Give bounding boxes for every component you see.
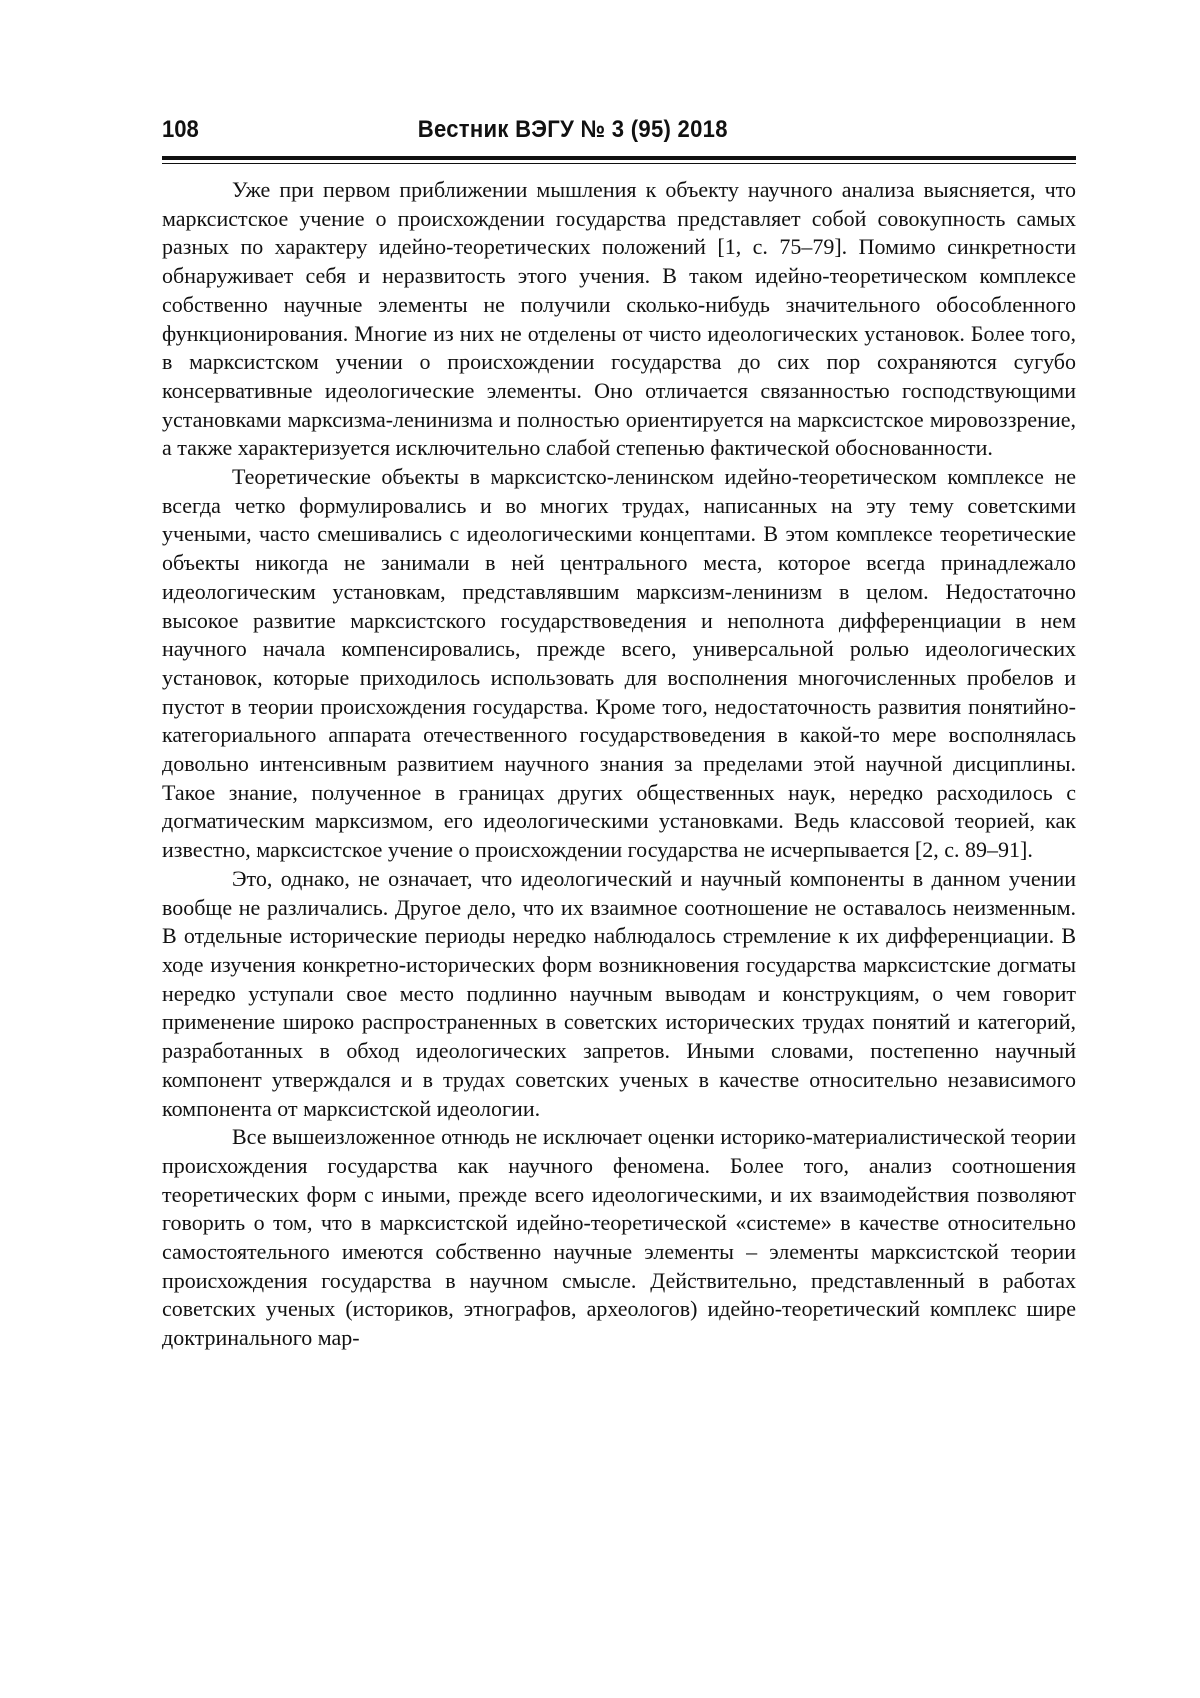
header-rule-thin xyxy=(162,163,1076,164)
page-number: 108 xyxy=(162,116,199,143)
paragraph-3: Это, однако, не означает, что идеологический и научный компоненты в данном учении вообще не различались. Другое дело, что их взаимное соотношение не оставалось неизменным. В отдельные исторические периоды нередко наблюдалось стремление к их дифференциации. В ходе изучения конкретно-исторических форм возникновения государства марксистские догматы нередко уступали свое место подлинно научным выводам и конструкциям, о чем говорит применение широко распространенных в советских исторических трудах понятий и категорий, разработанных в обход идеологических запретов. Иными словами, постепенно научный компонент утверждался и в трудах советских ученых в качестве относительно независимого компонента от марксистской идеологии. xyxy=(162,865,1076,1121)
paragraph-4: Все вышеизложенное отнюдь не исключает оценки историко-материалистической теории происхождения государства как научного феномена. Более того, анализ соотношения теоретических форм с иными, прежде всего идеологическими, и их взаимодействия позволяют говорить о том, что в марксистской идейно-теоретической «системе» в качестве относительно самостоятельного имеются собственно научные элементы – элементы марксистской теории происхождения государства в научном смысле. Действительно, представленный в работах советских ученых (историков, этнографов, археологов) идейно-теоретический комплекс шире доктринального мар- xyxy=(162,1124,1076,1351)
journal-page xyxy=(162,112,1076,1353)
paragraph-2: Теоретические объекты в марксистско-ленинском идейно-теоретическом комплексе не всегда четко формулировались и во многих трудах, написанных на эту тему советскими учеными, часто смешивались с идеологическими концептами. В этом комплексе теоретические объекты никогда не занимали в ней центрального места, которое всегда принадлежало идеологическим установкам, представлявшим марксизм-ленинизм в целом. Недостаточно высокое развитие марксистского государствоведения и неполнота дифференциации в нем научного начала компенсировались, прежде всего, универсальной ролью идеологических установок, которые приходилось использовать для восполнения многочисленных пробелов и пустот в теории происхождения государства. Кроме того, недостаточность развития понятийно-категориального аппарата отечественного государствоведения в какой-то мере восполнялась довольно интенсивным развитием научного знания за пределами этой научной дисциплины. Такое знание, полученное в границах других общественных наук, нередко расходилось с догматическим марксизмом, его идеологическими установками. Ведь классовой теорией, как известно, марксистское учение о происхождении государства не исчерпывается [2, с. 89–91]. xyxy=(162,464,1076,863)
journal-title: Вестник ВЭГУ № 3 (95) 2018 xyxy=(417,116,728,143)
paragraph-1: Уже при первом приближении мышления к объекту научного анализа выясняется, что марксистское учение о происхождении государства представляет собой совокупность самых разных по характеру идейно-теоретических положений [1, с. 75–79]. Помимо синкретности обнаруживает себя и неразвитость этого учения. В таком идейно-теоретическом комплексе собственно научные элементы не получили сколько-нибудь значительного обособленного функционирования. Многие из них не отделены от чисто идеологических установок. Более того, в марксистском учении о происхождении государства до сих пор сохраняются сугубо консервативные идеологические элементы. Оно отличается связанностью господствующими установками марксизма-ленинизма и полностью ориентируется на марксистское мировоззрение, а также характеризуется исключительно слабой степенью фактической обоснованности. xyxy=(162,177,1076,461)
header-rule-thick xyxy=(162,156,1076,160)
article-body xyxy=(162,176,1076,1353)
running-header xyxy=(162,112,1003,148)
